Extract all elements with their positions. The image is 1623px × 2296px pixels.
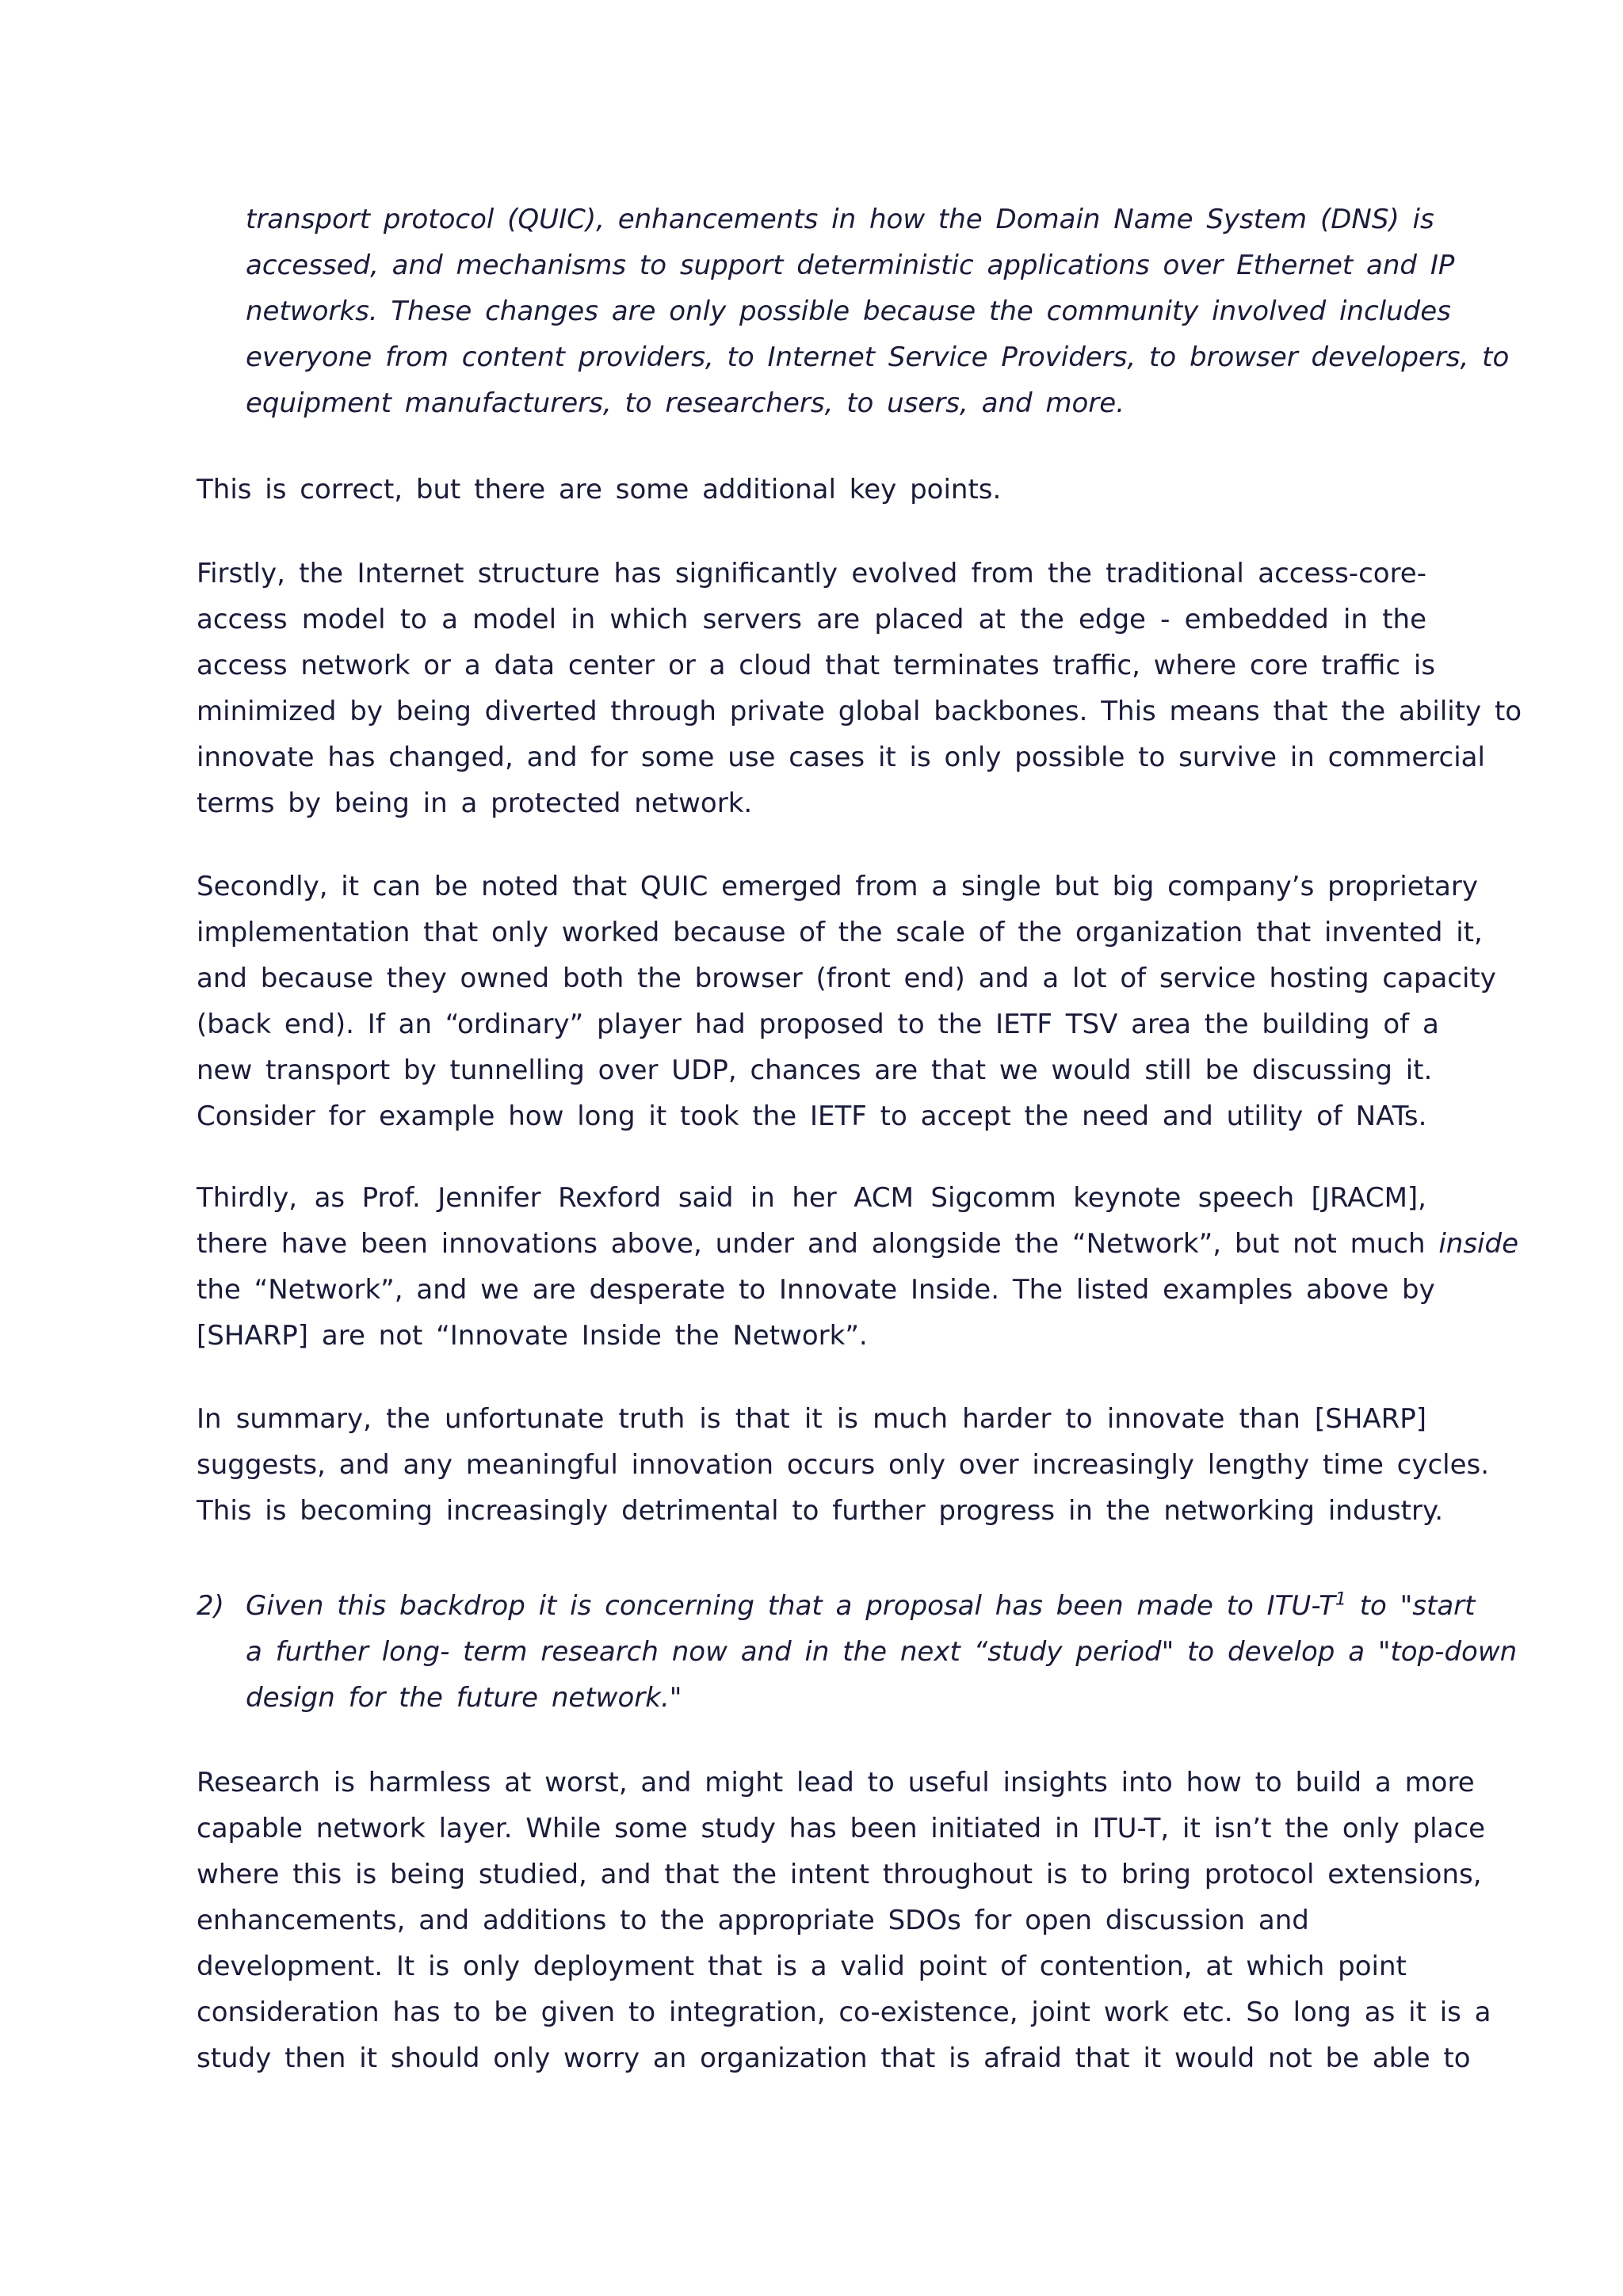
paragraph-line: [SHARP] are not “Innovate Inside the Network”. — [197, 1320, 868, 1352]
item-number: 2) — [197, 1590, 224, 1622]
paragraph-correct — [197, 467, 1426, 513]
paragraph-line: and because they owned both the browser (front end) and a lot of service hosting capacity — [197, 963, 1496, 994]
quote-line: accessed, and mechanisms to support deterministic applications over Ethernet and IP — [246, 250, 1455, 281]
paragraph-secondly — [197, 864, 1496, 1139]
paragraph-firstly — [197, 551, 1522, 826]
quote-block — [246, 196, 1510, 426]
paragraph-line: the “Network”, and we are desperate to Innovate Inside. The listed examples above by — [197, 1274, 1435, 1306]
paragraph-line: Firstly, the Internet structure has significantly evolved from the traditional access-core- — [197, 558, 1426, 589]
paragraph-line: Consider for example how long it took the IETF to accept the need and utility of NATs. — [197, 1100, 1427, 1132]
paragraph-line: where this is being studied, and that the intent throughout is to bring protocol extensions, — [197, 1859, 1482, 1890]
text-run: to "start — [1346, 1590, 1476, 1622]
paragraph-line: (back end). If an “ordinary” player had proposed to the IETF TSV area the building of a — [197, 1009, 1439, 1040]
paragraph-line: development. It is only deployment that is a valid point of contention, at which point — [197, 1951, 1407, 1982]
emphasis-inside: inside — [1438, 1228, 1518, 1260]
paragraph-line: consideration has to be given to integration, co-existence, joint work etc. So long as it is a — [197, 1997, 1491, 2028]
paragraph-line: In summary, the unfortunate truth is that it is much harder to innovate than [SHARP] — [197, 1403, 1426, 1435]
quote-line: transport protocol (QUIC), enhancements in how the Domain Name System (DNS) is — [246, 204, 1434, 235]
paragraph-line: access network or a data center or a cloud that terminates traffic, where core traffic is — [197, 650, 1436, 681]
item-line: a further long- term research now and in the next “study period" to develop a "top-down — [246, 1636, 1518, 1668]
footnote-reference[interactable]: 1 — [1335, 1589, 1346, 1610]
item-line — [246, 1583, 1476, 1629]
item-line: design for the future network." — [246, 1682, 682, 1714]
paragraph-summary — [197, 1396, 1490, 1534]
paragraph-line: new transport by tunnelling over UDP, chances are that we would still be discussing it. — [197, 1055, 1433, 1086]
paragraph-line: Research is harmless at worst, and might lead to useful insights into how to build a more — [197, 1767, 1475, 1798]
paragraph-line: Secondly, it can be noted that QUIC emerged from a single but big company’s proprietary — [197, 871, 1478, 902]
paragraph-line: This is becoming increasingly detrimental to further progress in the networking industry. — [197, 1495, 1444, 1527]
paragraph-line: capable network layer. While some study has been initiated in ITU-T, it isn’t the only place — [197, 1813, 1486, 1844]
paragraph-line: minimized by being diverted through private global backbones. This means that the ability to — [197, 696, 1522, 727]
text-run: Given this backdrop it is concerning that a proposal has been made to ITU-T — [246, 1590, 1335, 1622]
quote-line: everyone from content providers, to Internet Service Providers, to browser developers, to — [246, 341, 1510, 373]
paragraph-thirdly — [197, 1175, 1518, 1359]
paragraph-line: This is correct, but there are some additional key points. — [197, 474, 1002, 505]
quote-line: networks. These changes are only possible because the community involved includes — [246, 296, 1451, 327]
paragraph-line: suggests, and any meaningful innovation occurs only over increasingly lengthy time cycles. — [197, 1449, 1490, 1481]
paragraph-line: enhancements, and additions to the appropriate SDOs for open discussion and — [197, 1905, 1309, 1936]
paragraph-line: innovate has changed, and for some use cases it is only possible to survive in commercial — [197, 742, 1485, 773]
quote-line: equipment manufacturers, to researchers, to users, and more. — [246, 387, 1125, 419]
paragraph-line: terms by being in a protected network. — [197, 788, 753, 819]
paragraph-line: Thirdly, as Prof. Jennifer Rexford said in her ACM Sigcomm keynote speech [JRACM], — [197, 1182, 1426, 1214]
paragraph-line: study then it should only worry an organization that is afraid that it would not be able to — [197, 2042, 1471, 2074]
text-run: there have been innovations above, under and alongside the “Network”, but not much — [197, 1228, 1426, 1260]
paragraph-line: implementation that only worked because of the scale of the organization that invented it, — [197, 917, 1483, 948]
paragraph-line — [197, 1221, 1518, 1267]
paragraph-research — [197, 1760, 1491, 2081]
item-body — [246, 1583, 1518, 1721]
paragraph-line: access model to a model in which servers are placed at the edge - embedded in the — [197, 604, 1426, 635]
